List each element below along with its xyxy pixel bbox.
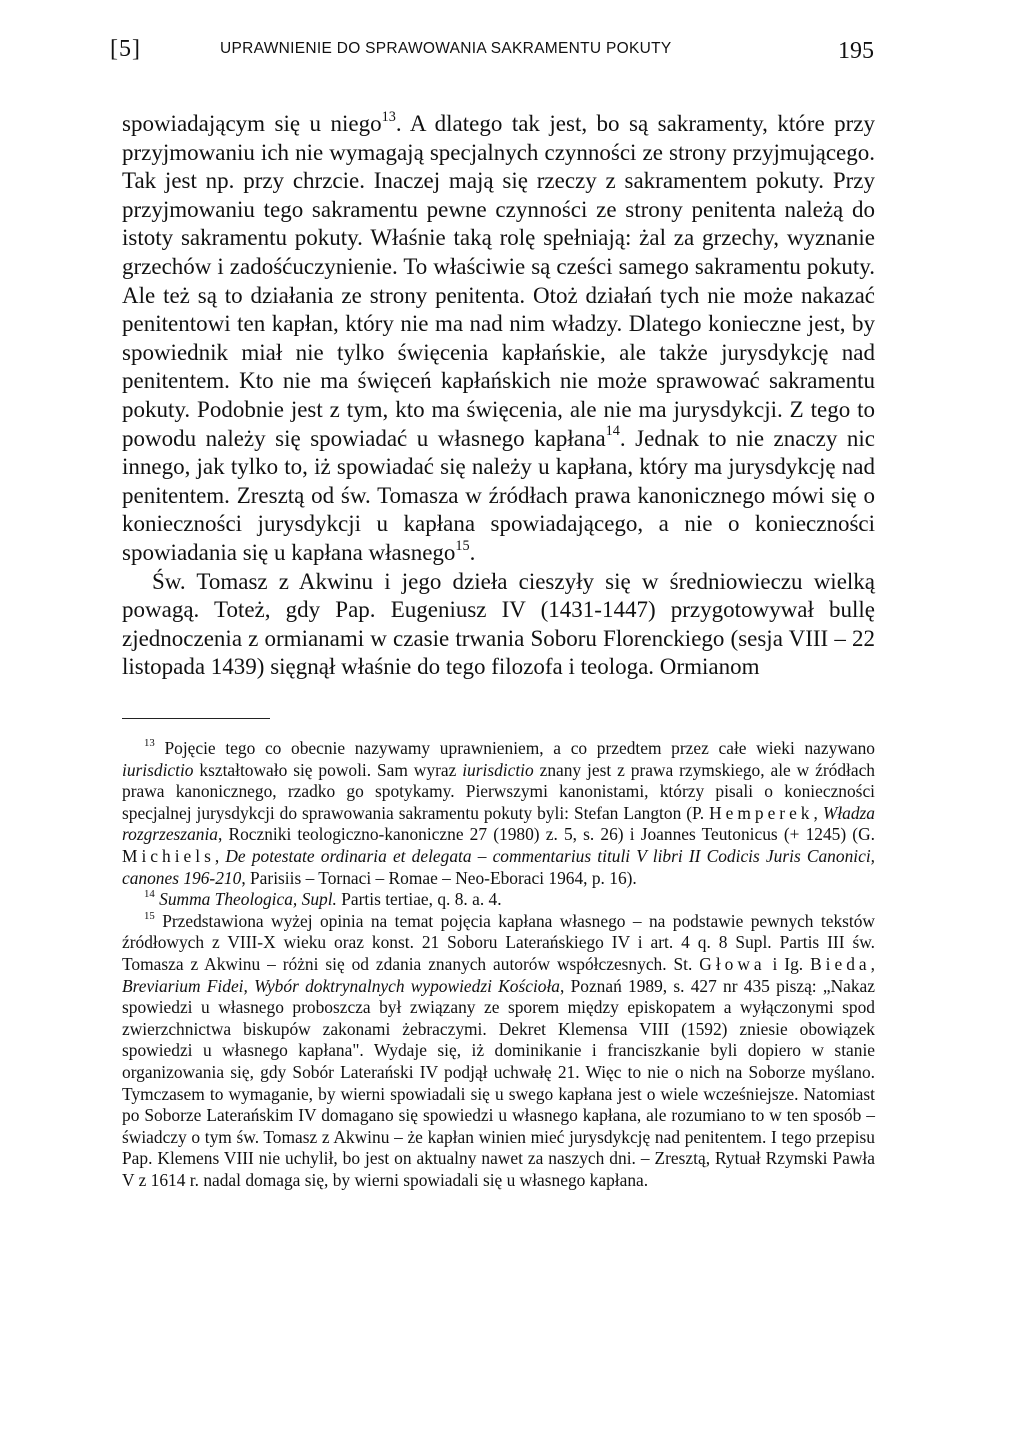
footnote-13 bbox=[122, 738, 875, 889]
paragraph-1 bbox=[122, 110, 875, 568]
text-span: kształtowało się powoli. Sam wyraz bbox=[193, 759, 463, 780]
footnote-separator bbox=[122, 718, 270, 719]
cited-title: Władza rozgrzeszania bbox=[122, 802, 876, 845]
text-span: , Roczniki teologiczno-kanoniczne 27 (1980) z. 5, s. 26) i Joannes Teutonicus (+ 1245) (G. bbox=[218, 824, 875, 845]
text-span: , bbox=[813, 802, 823, 823]
italic-term: iurisdictio bbox=[122, 759, 194, 780]
text-span: spowiadającym się u niego bbox=[122, 111, 382, 136]
cited-title: Summa Theologica, Supl. bbox=[159, 889, 337, 910]
footnote-ref-15: 15 bbox=[455, 537, 470, 554]
section-number: [5] bbox=[110, 36, 141, 62]
text-span: . Jednak to nie znaczy nic innego, jak tylko to, iż spowiadać się należy u kapłana, który ma jurysdykcję nad penitentem. Zresztą od św. Tomasza w źródłach prawa kanonicznego mówi się o konieczności jurysdykcji u kapłana spowiadającego, a nie o konieczności spowiadania się u kapłana własnego bbox=[122, 425, 875, 565]
text-span: . A dlatego tak jest, bo są sakramenty, które przy przyjmowaniu ich nie wymagają specjalnych czynności ze strony przyjmującego. Tak jest np. przy chrzcie. Inaczej mają się rzeczy z sakramentem pokuty. Przy przyjmowaniu tego sakramentu pewne czynności ze strony penitenta należą do istoty sakramentu pokuty. Właśnie taką rolę spełniają: żal za grzechy, wyznanie grzechów i zadośćuczynienie. To właściwie są cześci samego sakramentu pokuty. Ale też są to działania ze strony penitenta. Otoż działań tych nie może nakazać penitentowi ten kapłan, który nie ma nad nim władzy. Dlatego konieczne jest, by spowiednik miał nie tylko święcenia kapłańskie, ale także jurysdykcję nad penitentem. Kto nie ma święceń kapłańskich nie może sprawować sakramentu pokuty. Podobnie jest z tym, kto ma święcenia, ale nie ma jurysdykcji. Z tego to powodu należy się spowiadać u własnego kapłana bbox=[122, 111, 875, 451]
footnote-number: 15 bbox=[144, 909, 155, 922]
author-name: Michiels bbox=[122, 845, 215, 866]
running-header bbox=[110, 36, 874, 66]
author-name: Głowa bbox=[699, 953, 766, 974]
footnote-15 bbox=[122, 911, 875, 1192]
footnote-14 bbox=[122, 889, 875, 911]
text-span: . bbox=[469, 539, 476, 565]
footnote-number: 13 bbox=[144, 737, 155, 750]
footnote-number: 14 bbox=[144, 888, 155, 901]
text-span: , Poznań 1989, s. 427 nr 435 piszą: „Nakaz spowiedzi u własnego proboszcza był związany ze sporem między episkopatem a wyłączonymi spod zwierzchnictwa biskupów zakonami żebraczymi. Dekret Klemensa VIII (1592) zniesie obowiązek spowiedzi u własnego kapłana". Wydaje się, iż dominikanie i franciszkanie byli dopiero w stanie organizowania się, gdy Sobór Laterański IV podjął uchwałę 21. Więc to nie o nich na Soborze myślano. Tymczasem to wymaganie, by wierni spowiadali się u swego kapłana jest o wiele wcześniejsze. Natomiast po Soborze Laterańskim IV domagano się spowiedzi u własnego kapłana, ale rozumiano to w ten sposób – świadczy o tym św. Tomasz z Akwinu – że kapłan winien mieć jurysdykcję nad penitentem. I tego przepisu Pap. Klemens VIII nie uchylił, bo jest on aktualny nawet za naszych dni. – Zresztą, Rytuał Rzymski Pawła V z 1614 r. nadal domaga się, by wierni spowiadali się u własnego kapłana. bbox=[122, 975, 875, 1190]
text-span: znany jest z prawa rzymskiego, ale w źródłach prawa kanonicznego, rzadko go spotykamy. Pierwszymi kanonistami, którzy pisali o konieczności specjalnej jurysdykcji do sprawowania sakramentu pokuty byli: Stefan Langton (P. bbox=[122, 759, 875, 823]
text-span: Partis tertiae, q. 8. a. 4. bbox=[336, 889, 502, 910]
main-text bbox=[122, 110, 875, 682]
paragraph-2: Św. Tomasz z Akwinu i jego dzieła cieszyły się w średniowieczu wielką powagą. Toteż, gdy Pap. Eugeniusz IV (1431-1447) przygotowywał bullę zjednoczenia z ormianami w czasie trwania Soboru Florenckiego (sesja VIII – 22 listopada 1439) sięgnął właśnie do tego filozofa i teologa. Ormianom bbox=[122, 568, 875, 680]
footnote-ref-13: 13 bbox=[381, 108, 396, 125]
cited-title: De potestate ordinaria et delegata – commentarius tituli V libri II Codicis Juris Canonici, canones 196-210 bbox=[122, 845, 875, 888]
running-title: UPRAWNIENIE DO SPRAWOWANIA SAKRAMENTU POKUTY bbox=[220, 40, 672, 57]
footnote-ref-14: 14 bbox=[605, 423, 620, 440]
text-span: , bbox=[214, 845, 226, 866]
text-span: , bbox=[870, 953, 875, 974]
author-name: Hemperek bbox=[709, 802, 814, 823]
text-span: i Ig. bbox=[765, 953, 811, 974]
footnotes bbox=[122, 738, 875, 1191]
cited-title: Breviarium Fidei, Wybór doktrynalnych wypowiedzi Kościoła bbox=[122, 975, 560, 996]
text-span: Przedstawiona wyżej opinia na temat pojęcia kapłana własnego – na podstawie pewnych tekstów źródłowych z VIII-X wieku oraz konst. 21 Soboru Laterańskiego IV i art. 4 q. 8 Supl. Partis III św. Tomasza z Akwinu – różni się od zdania znanych autorów współczesnych. St. bbox=[122, 910, 875, 974]
author-name: Bieda bbox=[810, 953, 871, 974]
italic-term: iurisdictio bbox=[462, 759, 534, 780]
text-span: , Parisiis – Tornaci – Romae – Neo-Eboraci 1964, p. 16). bbox=[241, 867, 637, 888]
text-span: Pojęcie tego co obecnie nazywamy uprawnieniem, a co przedtem przez całe wieki nazywano bbox=[164, 738, 875, 758]
page-number: 195 bbox=[838, 38, 874, 64]
